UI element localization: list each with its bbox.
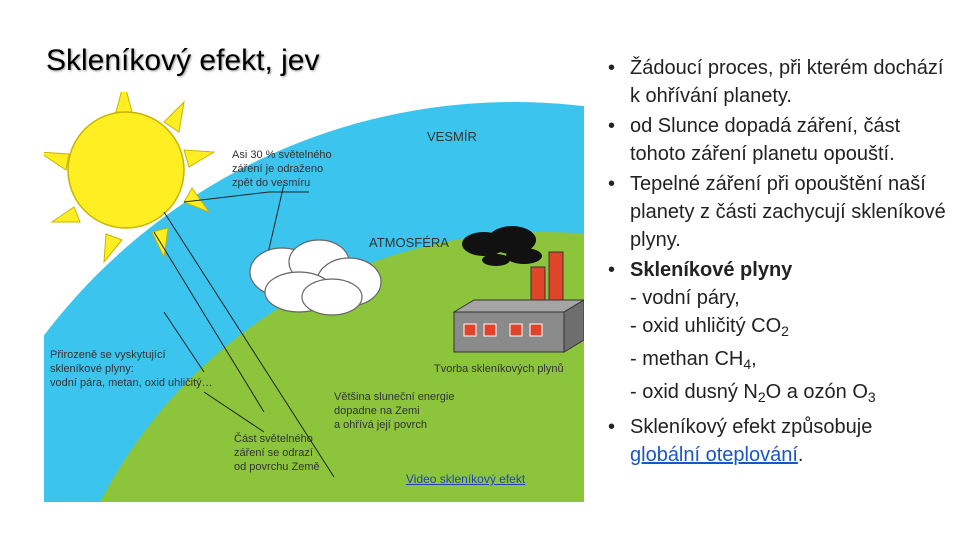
label-most-energy: Většina sluneční energie dopadne na Zemi a ohřívá její povrch xyxy=(334,391,455,431)
bullet-1: • Žádoucí proces, při kterém dochází k ohřívání planety. xyxy=(606,54,946,110)
greenhouse-diagram xyxy=(44,92,584,502)
label-production: Tvorba skleníkových plynů xyxy=(434,363,564,375)
gas-co2: - oxid uhličitý $CO_2$ xyxy=(630,315,789,339)
label-reflected-30: Asi 30 % světelného záření je odraženo zpět do vesmíru xyxy=(232,149,332,189)
gases-heading: Skleníkové plyny xyxy=(630,259,793,281)
slide-title: Skleníkový efekt, jev xyxy=(46,44,320,77)
bullet-2: • od Slunce dopadá záření, část tohoto záření planetu opouští. xyxy=(606,112,946,168)
label-part-reflected: Část světelného záření se odrazí od povrchu Země xyxy=(234,433,320,473)
bullet-list xyxy=(606,54,946,471)
bullet-5: • Skleníkový efekt způsobuje globální oteplování. xyxy=(606,413,946,469)
gas-water: - vodní páry, xyxy=(630,287,740,309)
gas-methane: - methan $CH_4$, xyxy=(630,348,757,372)
label-atmosfera: ATMOSFÉRA xyxy=(369,235,449,250)
label-vesmir: VESMÍR xyxy=(427,129,477,144)
global-warming-link[interactable]: globální oteplování xyxy=(630,444,798,466)
label-natural-gases: Přirozeně se vyskytující skleníkové plyny: vodní pára, metan, oxid uhličitý… xyxy=(50,349,213,389)
sun xyxy=(68,112,184,228)
bullet-4 xyxy=(606,256,946,411)
video-link[interactable]: Video skleníkový efekt xyxy=(406,472,526,486)
gas-n2o-ozone: - oxid dusný $N_2O$ a ozón $O_3$ xyxy=(630,381,876,405)
bullet-3: • Tepelné záření při opouštění naší planety z části zachycují skleníkové plyny. xyxy=(606,170,946,254)
